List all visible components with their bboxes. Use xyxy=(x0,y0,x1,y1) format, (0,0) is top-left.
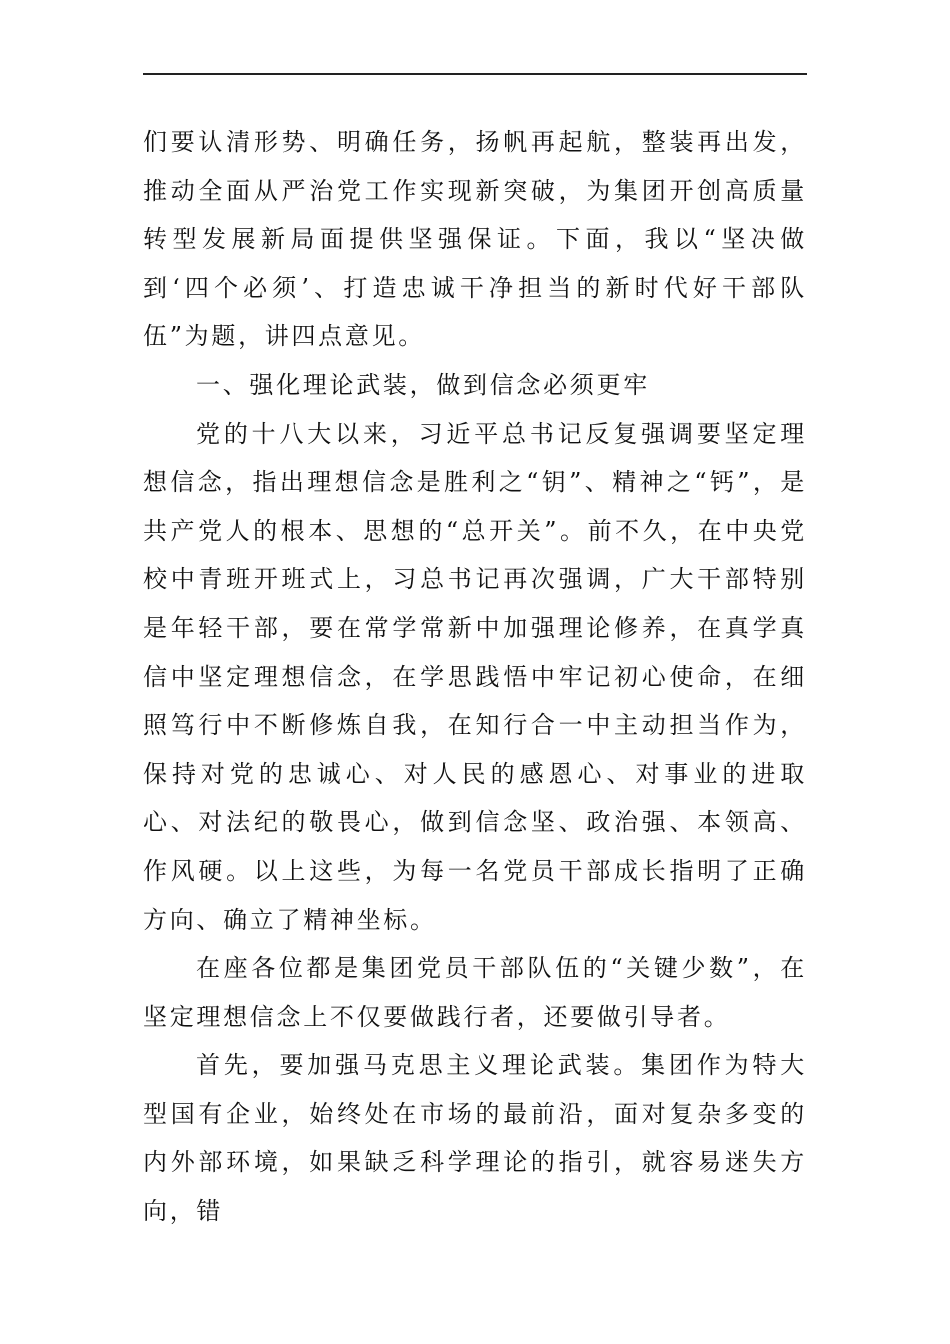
document-body xyxy=(143,118,807,1236)
paragraph-key-minority: 在座各位都是集团党员干部队伍的“关键少数”，在坚定理想信念上不仅要做践行者，还要做引导者。 xyxy=(143,954,807,1031)
paragraph-ideals-belief: 党的十八大以来，习近平总书记反复强调要坚定理想信念，指出理想信念是胜利之“钥”、精神之“钙”，是共产党人的根本、思想的“总开关”。前不久，在中央党校中青班开班式上，习总书记再次强调，广大干部特别是年轻干部，要在常学常新中加强理论修养，在真学真信中坚定理想信念，在学思践悟中牢记初心使命，在细照笃行中不断修炼自我，在知行合一中主动担当作为，保持对党的忠诚心、对人民的感恩心、对事业的进取心、对法纪的敬畏心，做到信念坚、政治强、本领高、作风硬。以上这些，为每一名党员干部成长指明了正确方向、确立了精神坐标。 xyxy=(143,419,807,934)
header-rule xyxy=(143,73,807,75)
paragraph-theory-armament: 首先，要加强马克思主义理论武装。集团作为特大型国有企业，始终处在市场的最前沿，面对复杂多变的内外部环境，如果缺乏科学理论的指引，就容易迷失方向，错 xyxy=(143,1051,807,1226)
section-heading-1: 一、强化理论武装，做到信念必须更牢 xyxy=(196,370,650,399)
paragraph-intro-continued: 们要认清形势、明确任务，扬帆再起航，整装再出发，推动全面从严治党工作实现新突破，为集团开创高质量转型发展新局面提供坚强保证。下面，我以“坚决做到‘四个必须’、打造忠诚干净担当的新时代好干部队伍”为题，讲四点意见。 xyxy=(143,128,807,351)
